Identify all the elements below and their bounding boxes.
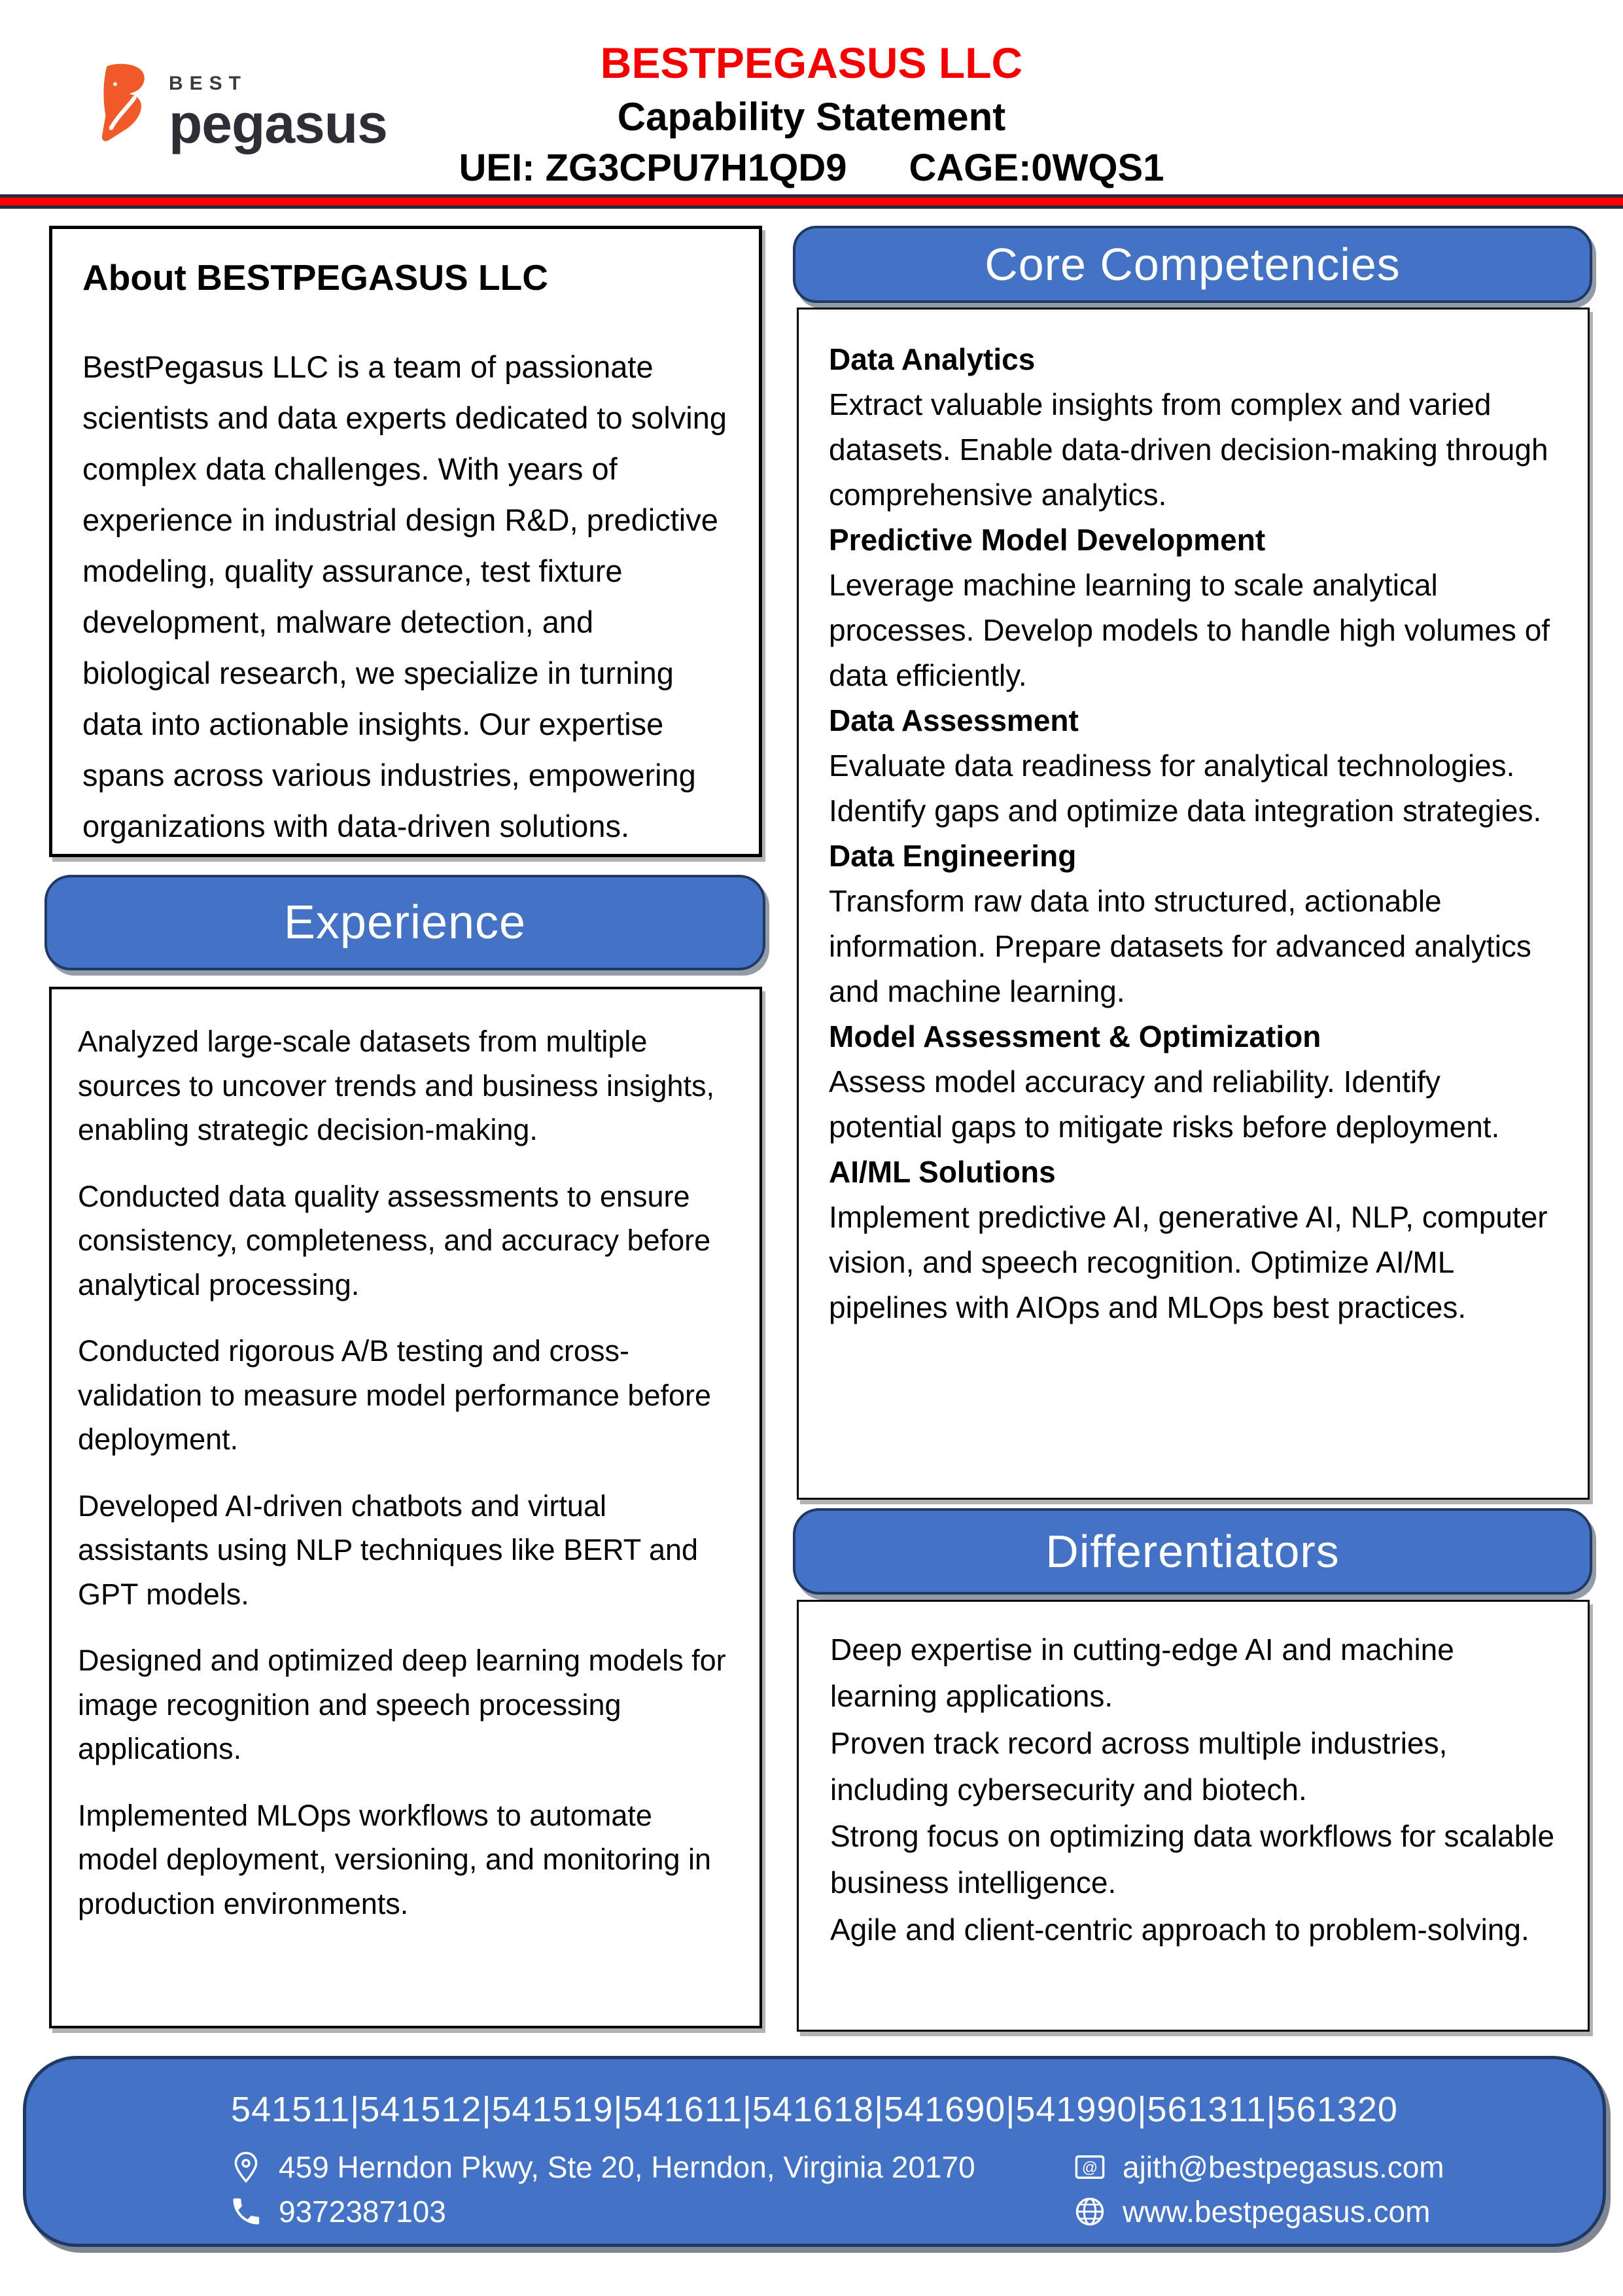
competency-text: Extract valuable insights from complex and varied datasets. Enable data-driven decision-making through comprehensive analytics. (829, 387, 1548, 512)
email-address: ajith@bestpegasus.com (1123, 2150, 1444, 2184)
location-pin-icon (229, 2150, 263, 2184)
competency-heading: Predictive Model Development (829, 523, 1266, 557)
core-competencies-section (797, 308, 1590, 1500)
differentiator-item: Deep expertise in cutting-edge AI and machine learning applications. (830, 1633, 1454, 1714)
experience-paragraph: Conducted rigorous A/B testing and cross-validation to measure model performance before deployment. (78, 1334, 712, 1456)
footer-contact-banner (23, 2056, 1606, 2247)
globe-icon (1073, 2195, 1107, 2229)
differentiator-item: Strong focus on optimizing data workflows for scalable business intelligence. (830, 1819, 1555, 1900)
differentiators-header-label: Differentiators (1045, 1526, 1340, 1577)
phone-icon (229, 2195, 263, 2229)
logo-best-text: BEST (169, 73, 248, 94)
competency-heading: AI/ML Solutions (829, 1155, 1056, 1189)
competency-text: Assess model accuracy and reliability. Identify potential gaps to mitigate risks before deployment. (829, 1065, 1500, 1144)
cage-code: CAGE:0WQS1 (909, 147, 1164, 189)
differentiator-item: Agile and client-centric approach to problem-solving. (830, 1912, 1529, 1947)
about-title: About BESTPEGASUS LLC (82, 257, 548, 298)
email-icon (1073, 2150, 1107, 2184)
differentiators-section (797, 1600, 1590, 2032)
email-row (1073, 2149, 1444, 2185)
identifier-line (0, 146, 1623, 190)
logo-pegasus-text: pegasus (169, 93, 387, 154)
red-divider-bar (0, 194, 1623, 209)
competency-heading: Data Analytics (829, 342, 1036, 376)
experience-paragraph: Designed and optimized deep learning models for image recognition and speech processing applications. (78, 1644, 726, 1765)
company-title: BESTPEGASUS LLC (600, 39, 1023, 87)
experience-paragraph: Implemented MLOps workflows to automate model deployment, versioning, and monitoring in production environments. (78, 1798, 712, 1920)
differentiator-item: Proven track record across multiple industries, including cybersecurity and biotech. (830, 1725, 1448, 1807)
experience-paragraph: Developed AI-driven chatbots and virtual assistants using NLP techniques like BERT and GPT models. (78, 1489, 699, 1611)
experience-header (44, 875, 765, 970)
competency-text: Transform raw data into structured, actionable information. Prepare datasets for advanced analytics and machine learning. (829, 884, 1531, 1008)
competency-heading: Data Engineering (829, 839, 1077, 873)
website-row (1073, 2194, 1430, 2229)
uei-number: UEI: ZG3CPU7H1QD9 (459, 147, 847, 189)
address-text: 459 Herndon Pkwy, Ste 20, Herndon, Virginia 20170 (279, 2150, 975, 2184)
core-competencies-header (793, 226, 1592, 303)
naics-codes: 541511|541512|541519|541611|541618|541690|541990|561311|561320 (231, 2090, 1398, 2129)
about-section (49, 226, 762, 857)
address-row (229, 2149, 975, 2185)
competency-text: Implement predictive AI, generative AI, NLP, computer vision, and speech recognition. Optimize AI/ML pipelines with AIOps and MLOps best practices. (829, 1200, 1548, 1324)
experience-paragraph: Analyzed large-scale datasets from multiple sources to uncover trends and business insights, enabling strategic decision-making. (78, 1025, 715, 1146)
competency-heading: Model Assessment & Optimization (829, 1019, 1321, 1053)
phone-row (229, 2194, 446, 2229)
document-header (0, 38, 1623, 190)
core-competencies-header-label: Core Competencies (985, 239, 1401, 290)
competency-text: Leverage machine learning to scale analytical processes. Develop models to handle high volumes of data efficiently. (829, 568, 1550, 692)
website-url: www.bestpegasus.com (1123, 2195, 1431, 2229)
phone-number: 9372387103 (279, 2195, 446, 2229)
experience-section (49, 987, 762, 2028)
experience-header-label: Experience (283, 896, 527, 949)
experience-paragraph: Conducted data quality assessments to ensure consistency, completeness, and accuracy before analytical processing. (78, 1179, 711, 1301)
competency-text: Evaluate data readiness for analytical technologies. Identify gaps and optimize data integration strategies. (829, 749, 1542, 828)
svg-text:@: @ (1081, 2159, 1098, 2177)
differentiators-header (793, 1508, 1592, 1595)
competency-heading: Data Assessment (829, 703, 1079, 737)
about-body: BestPegasus LLC is a team of passionate scientists and data experts dedicated to solving complex data challenges. With years of experience in industrial design R&D, predictive modeling, quality assurance, test fixture development, malware detection, and biological research, we specialize in turning data into actionable insights. Our expertise spans across various industries, empowering organizations with data-driven solutions. (82, 349, 727, 844)
document-subtitle: Capability Statement (617, 95, 1006, 139)
